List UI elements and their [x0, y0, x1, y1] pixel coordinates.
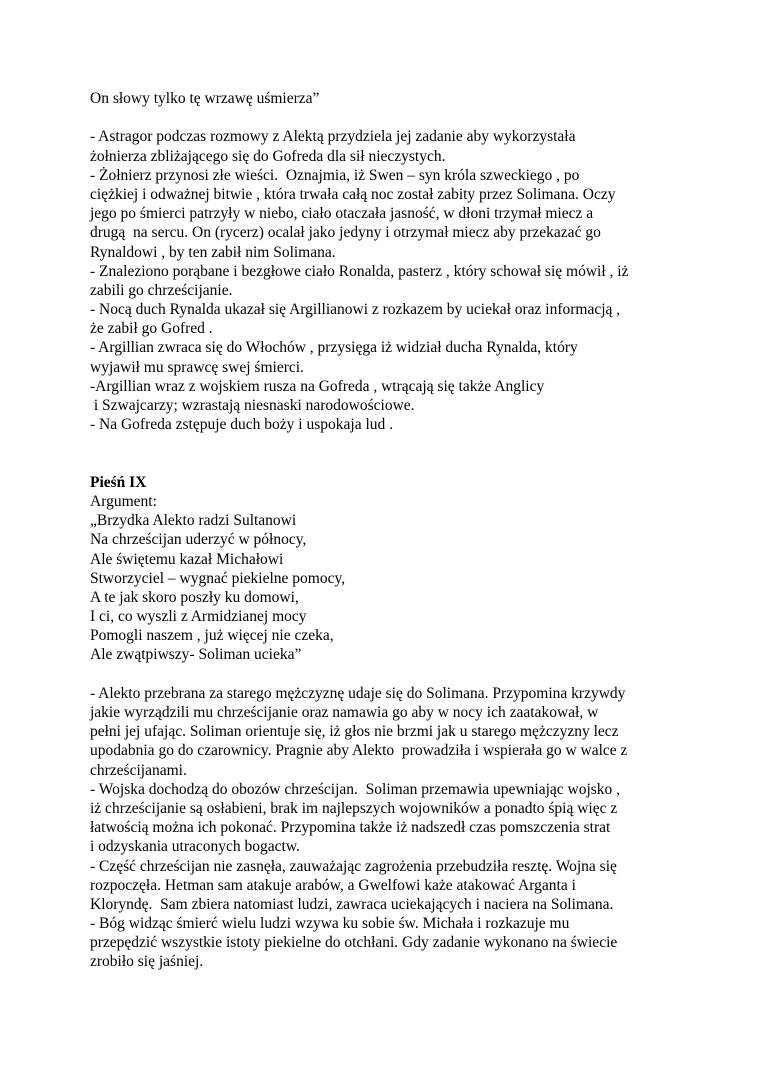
text-line: łatwością można ich pokonać. Przypomina także iż nadszedł czas pomszczenia strat [90, 819, 611, 837]
text-line: rozpoczęła. Hetman sam atakuje arabów, a Gwelfowi każe atakować Arganta i [90, 876, 576, 894]
text-line: zabili go chrześcijanie. [90, 281, 233, 299]
text-line: jego po śmierci patrzyły w niebo, ciało otaczała jasność, w dłoni trzymał miecz a [90, 205, 594, 223]
document-page [90, 89, 690, 972]
summary-part-2 [90, 684, 690, 972]
text-line: chrześcijanami. [90, 761, 187, 779]
poem-line: Na chrześcijan uderzyć w północy, [90, 531, 307, 549]
text-line: wyjawił mu sprawcę swej śmierci. [90, 358, 304, 376]
text-line: Kloryndę. Sam zbiera natomiast ludzi, zawraca uciekających i naciera na Solimana. [90, 895, 614, 913]
text-line: przepędzić wszystkie istoty piekielne do otchłani. Gdy zadanie wykonano na świecie [90, 934, 618, 952]
text-line: że zabił go Gofred . [90, 320, 213, 338]
text-line: zrobiło się jaśniej. [90, 953, 204, 971]
text-line: - Bóg widząc śmierć wielu ludzi wzywa ku sobie św. Michała i rozkazuje mu [90, 915, 570, 933]
text-line: - Astragor podczas rozmowy z Alektą przydziela jej zadanie aby wykorzystała [90, 128, 576, 146]
text-line: - Alekto przebrana za starego mężczyznę udaje się do Solimana. Przypomina krzywdy [90, 684, 626, 702]
poem-line: „Brzydka Alekto radzi Sultanowi [90, 512, 297, 530]
text-line: - Znaleziono porąbane i bezgłowe ciało Ronalda, pasterz , który schował się mówił , iż [90, 262, 629, 280]
poem-line: Stworzyciel – wygnać piekielne pomocy, [90, 569, 346, 587]
text-line: drugą na sercu. On (rycerz) ocalał jako jedyny i otrzymał miecz aby przekazać go [90, 224, 601, 242]
text-line: - Nocą duch Rynalda ukazał się Argillianowi z rozkazem by uciekał oraz informacją , [90, 301, 621, 319]
text-line: upodabnia go do czarownicy. Pragnie aby Alekto prowadziła i wspierała go w walce z [90, 742, 628, 760]
blank-line [90, 665, 690, 684]
text-line: ciężkiej i odważnej bitwie , która trwała całą noc został zabity przez Solimana. Oczy [90, 185, 616, 203]
blank-line [90, 108, 690, 127]
text-line: - Część chrześcijan nie zasnęła, zauważając zagrożenia przebudziła resztę. Wojna się [90, 857, 617, 875]
poem-line: Ale świętemu kazał Michałowi [90, 550, 284, 568]
text-line: - Żołnierz przynosi złe wieści. Oznajmia, iż Swen – syn króla szweckiego , po [90, 166, 580, 184]
text-line: -Argillian wraz z wojskiem rusza na Gofreda , wtrącają się także Anglicy [90, 377, 545, 395]
text-line: żołnierza zbliżającego się do Gofreda dla sił nieczystych. [90, 147, 446, 165]
text-line: jakie wyrządzili mu chrześcijanie oraz namawia go aby w nocy ich zaatakował, w [90, 704, 599, 721]
poem-line: A te jak skoro poszły ku domowi, [90, 588, 299, 606]
poem-line: Pomogli naszem , już więcej nie czeka, [90, 627, 334, 645]
blank-line [90, 434, 690, 453]
text-line: iż chrześcijanie są osłabieni, brak im najlepszych wojowników a ponadto śpią więc z [90, 799, 618, 817]
text-line: - Argillian zwraca się do Włochów , przysięga iż widział ducha Rynalda, który [90, 339, 578, 357]
text-line: Rynaldowi , by ten zabił nim Solimana. [90, 243, 336, 261]
section-title: Pieśń IX [90, 473, 147, 491]
intro-line: On słowy tylko tę wrzawę uśmierza” [90, 90, 320, 107]
text-line: pełni jej ufając. Soliman orientuje się, iż głos nie brzmi jak u starego mężczyzny lecz [90, 723, 619, 741]
text-line: i odzyskania utraconych bogactw. [90, 838, 300, 856]
text-line: - Na Gofreda zstępuje duch boży i uspokaja lud . [90, 416, 394, 434]
poem-line: Ale zwątpiwszy- Soliman ucieka” [90, 646, 302, 664]
text-line: i Szwajcarzy; wzrastają niesnaski narodowościowe. [90, 397, 415, 414]
summary-part-1 [90, 127, 690, 434]
blank-line [90, 454, 690, 473]
argument-poem [90, 511, 690, 665]
poem-line: I ci, co wyszli z Armidzianej mocy [90, 608, 307, 626]
text-line: - Wojska dochodzą do obozów chrześcijan. Soliman przemawia upewniając wojsko , [90, 780, 621, 798]
argument-label: Argument: [90, 492, 157, 510]
